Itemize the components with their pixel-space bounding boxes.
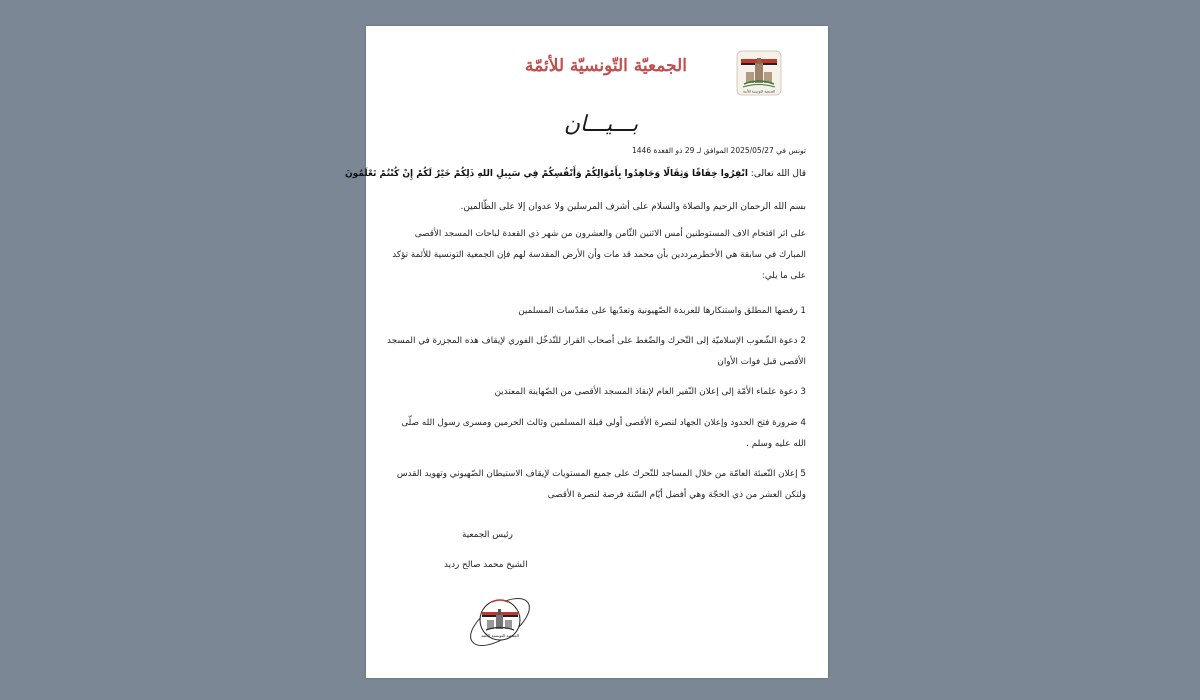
svg-text:الجمعية التونسية للأئمة: الجمعية التونسية للأئمة — [481, 633, 519, 638]
intro-paragraph: على اثر اقتحام الاف المستوطنين أمس الاثنين الثّامن والعشرون من شهر ذي القعدة لباحات المسجد الأقصى المبارك في سابقة هي الأخطرمرددين بأن محمد قد مات وأن الأرض المقدسة لهم فإن الجمعية التونسية للأئمة تؤكد على ما يلي: — [392, 229, 806, 281]
basmala-paragraph: بسم الله الرحمان الرحيم والصلاة والسلام على أشرف المرسلين ولا عدوان إلا على الظّالمين. — [460, 202, 806, 212]
point-2: 2 دعوة الشّعوب الإسلاميّة إلى التّحرك والضّغط على أصحاب القرار للتّدخّل الفوري لإيقاف هذه المجزرة في المسجد الأقصى قبل فوات الأوان — [387, 336, 806, 367]
point-5: 5 إعلان التّعبئة العامّة من خلال المساجد للتّحرك على جميع المستويات لإيقاف الاستيطان الصّهيوني وتهويد القدس ولتكن العشر من ذي الحجّة وهي أفضل أيّام السّنة فرصة لنصرة الأقصى — [396, 469, 806, 500]
statement-title: بـــيـــان — [563, 112, 639, 137]
signature-title: رئيس الجمعية — [462, 530, 513, 540]
association-stamp — [462, 584, 538, 660]
quran-intro: قال الله تعالى: — [747, 169, 806, 179]
date-line: تونس في 2025/05/27 الموافق لـ 29 ذو القعدة 1446 — [632, 146, 806, 155]
document-page — [344, 26, 828, 678]
association-logo — [736, 50, 782, 96]
point-3: 3 دعوة علماء الأمّة إلى إعلان النّفير العام لإنقاذ المسجد الأقصى من الصّهاينة المعتدين — [494, 387, 806, 397]
point-1: 1 رفضها المطلق واستنكارها للعربدة الصّهيونية وتعدّيها على مقدّسات المسلمين — [518, 306, 806, 316]
svg-text:الجمعية التونسية للأئمة: الجمعية التونسية للأئمة — [742, 89, 776, 94]
quran-verse: انْفِرُوا خِفَافًا وَثِقَالًا وَجَاهِدُوا بِأَمْوَالِكُمْ وَأَنْفُسِكُمْ فِي سَبِيلِ اللهِ ذَلِكُمْ خَيْرٌ لَكُمْ إِنْ كُنْتُمْ تَعْلَمُونَ — [344, 169, 748, 179]
signature-name: الشيخ محمد صالح رديد — [444, 560, 528, 570]
association-name: الجمعيّة التّونسيّة للأئمّة — [525, 56, 687, 76]
point-4: 4 ضرورة فتح الحدود وإعلان الجهاد لنصرة الأقصى أولى قبلة المسلمين وثالث الحرمين ومسرى رسول الله صلّى الله عليه وسلم . — [401, 418, 806, 449]
quran-verse-line — [344, 169, 806, 179]
